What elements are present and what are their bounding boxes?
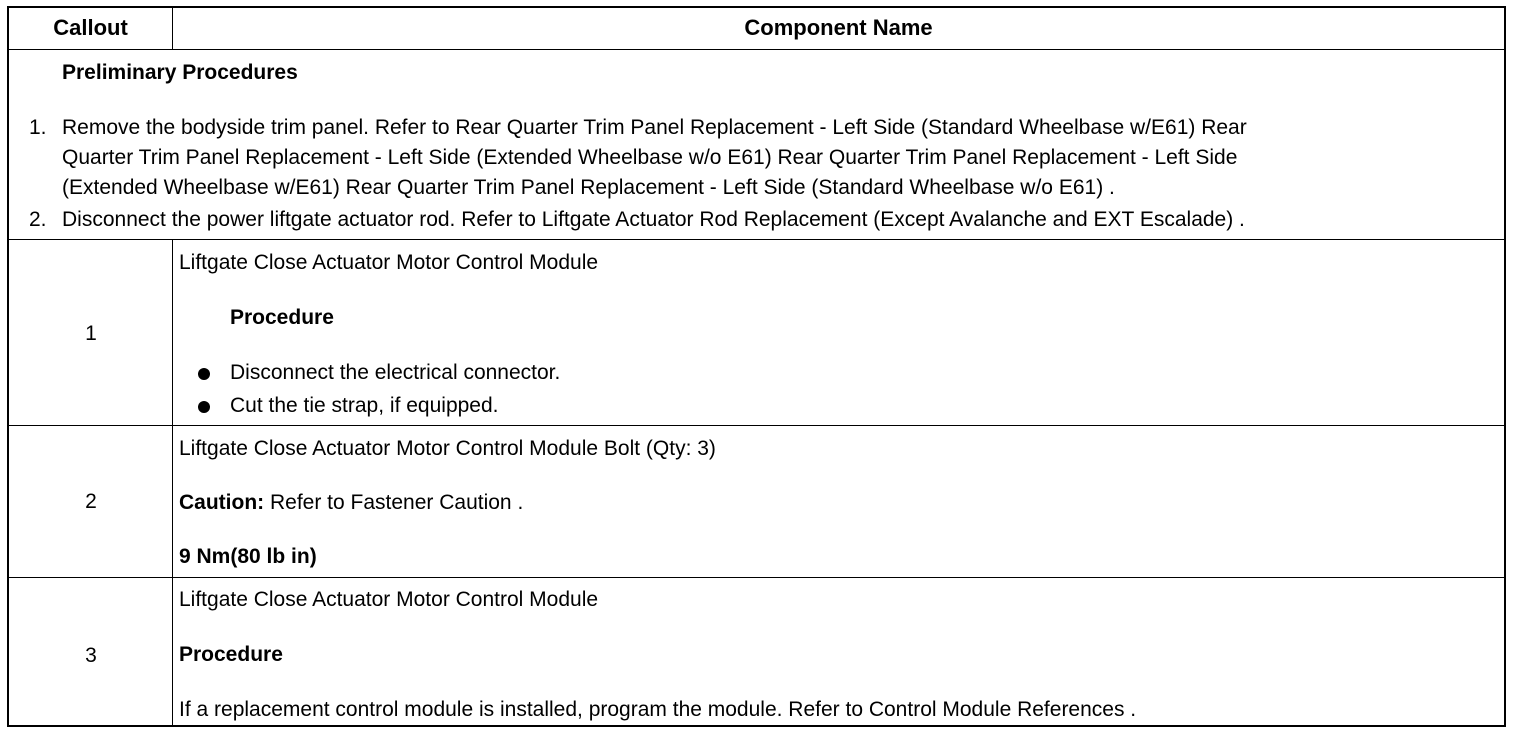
component-name: Liftgate Close Actuator Motor Control Module	[179, 251, 599, 274]
table-row	[9, 240, 1504, 426]
component-cell	[173, 240, 1504, 425]
step-number: 1.	[29, 116, 47, 139]
callout-cell	[9, 240, 173, 425]
procedure-text: If a replacement control module is installed, program the module. Refer to Control Module References .	[179, 698, 1137, 721]
callout-number: 1	[85, 322, 97, 345]
table-row	[9, 426, 1504, 578]
bullet-icon	[198, 368, 210, 380]
procedure-bullet: Disconnect the electrical connector.	[230, 361, 561, 384]
component-name: Liftgate Close Actuator Motor Control Module Bolt (Qty: 3)	[179, 437, 716, 460]
bullet-icon	[198, 401, 210, 413]
component-name-header: Component Name	[744, 15, 933, 40]
table-row	[9, 578, 1504, 727]
procedure-label: Procedure	[179, 643, 283, 666]
component-table	[7, 6, 1506, 727]
caution-label: Caution:	[179, 491, 265, 514]
procedure-label: Procedure	[230, 306, 334, 329]
step-2-line-1: Disconnect the power liftgate actuator rod. Refer to Liftgate Actuator Rod Replacement (Except Avalanche and EXT Escalade) .	[62, 208, 1245, 231]
component-cell	[173, 426, 1504, 577]
caution-note	[179, 491, 523, 515]
procedure-bullet: Cut the tie strap, if equipped.	[230, 394, 499, 417]
preliminary-procedures-row	[9, 50, 1504, 240]
torque-spec: 9 Nm(80 lb in)	[179, 545, 317, 568]
callout-cell	[9, 578, 173, 727]
callout-header: Callout	[9, 8, 173, 49]
step-1-line-1: Remove the bodyside trim panel. Refer to Rear Quarter Trim Panel Replacement - Left Side (Standard Wheelbase w/E61) Rear	[62, 116, 1247, 139]
table-header-row	[9, 8, 1504, 50]
callout-number: 3	[85, 644, 97, 667]
component-name: Liftgate Close Actuator Motor Control Module	[179, 588, 599, 611]
step-1-line-3: (Extended Wheelbase w/E61) Rear Quarter Trim Panel Replacement - Left Side (Standard Wheelbase w/o E61) .	[62, 176, 1115, 199]
caution-text: Refer to Fastener Caution .	[264, 491, 524, 514]
component-cell	[173, 578, 1504, 727]
step-number: 2.	[29, 208, 47, 231]
callout-number: 2	[85, 490, 97, 513]
callout-cell	[9, 426, 173, 577]
preliminary-title: Preliminary Procedures	[62, 61, 298, 84]
step-1-line-2: Quarter Trim Panel Replacement - Left Side (Extended Wheelbase w/o E61) Rear Quarter Trim Panel Replacement - Left Side	[62, 146, 1238, 169]
